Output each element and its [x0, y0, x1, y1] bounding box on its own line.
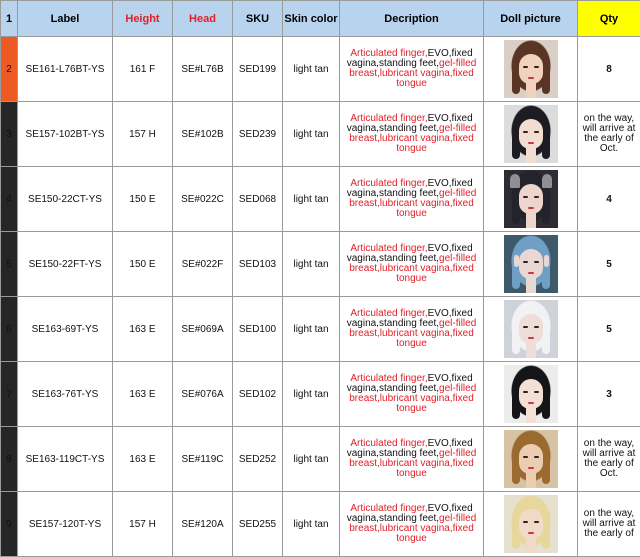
- description-part-3: gel-filled breast,lubricant vagina,fixed tongue: [349, 188, 476, 219]
- table-row: [1, 37, 640, 102]
- description-part-2: EVO,fixed vagina,standing feet,: [347, 243, 473, 264]
- description-part-1: Articulated finger,: [350, 113, 427, 124]
- head-cell[interactable]: SE#069A: [173, 297, 233, 362]
- head-cell[interactable]: SE#076A: [173, 362, 233, 427]
- qty-cell[interactable]: 3: [578, 362, 640, 427]
- description-part-3: gel-filled breast,lubricant vagina,fixed tongue: [349, 253, 476, 284]
- description-cell[interactable]: [340, 102, 484, 167]
- height-cell[interactable]: 157 H: [113, 492, 173, 557]
- table-row: [1, 427, 640, 492]
- label-column-header[interactable]: Label: [18, 1, 113, 37]
- label-cell[interactable]: SE150-22CT-YS: [18, 167, 113, 232]
- label-cell[interactable]: SE157-120T-YS: [18, 492, 113, 557]
- height-cell[interactable]: 150 E: [113, 232, 173, 297]
- label-cell[interactable]: SE161-L76BT-YS: [18, 37, 113, 102]
- description-part-2: EVO,fixed vagina,standing feet,: [347, 178, 473, 199]
- description-part-1: Articulated finger,: [350, 243, 427, 254]
- doll-portrait-blue-hair-elf: [504, 235, 558, 293]
- qty-cell[interactable]: 8: [578, 37, 640, 102]
- row-number[interactable]: 9: [1, 492, 18, 557]
- description-part-2: EVO,fixed vagina,standing feet,: [347, 373, 473, 394]
- row-number[interactable]: 2: [1, 37, 18, 102]
- doll-portrait-white-long-hair: [504, 300, 558, 358]
- row-number[interactable]: 8: [1, 427, 18, 492]
- qty-cell[interactable]: 5: [578, 297, 640, 362]
- description-cell[interactable]: [340, 297, 484, 362]
- skin-color-column-header[interactable]: Skin color: [283, 1, 340, 37]
- doll-picture-cell[interactable]: [484, 362, 578, 427]
- description-part-3: gel-filled breast,lubricant vagina,fixed tongue: [349, 383, 476, 414]
- qty-cell[interactable]: on the way, will arrive at the early of Oct.: [578, 427, 640, 492]
- doll-portrait-black-bob-hair: [504, 105, 558, 163]
- label-cell[interactable]: SE150-22FT-YS: [18, 232, 113, 297]
- height-cell[interactable]: 150 E: [113, 167, 173, 232]
- doll-picture-cell[interactable]: [484, 492, 578, 557]
- table-row: [1, 167, 640, 232]
- table-row: [1, 362, 640, 427]
- row-number[interactable]: 7: [1, 362, 18, 427]
- skin-color-cell[interactable]: light tan: [283, 362, 340, 427]
- row-number[interactable]: 5: [1, 232, 18, 297]
- skin-color-cell[interactable]: light tan: [283, 37, 340, 102]
- sku-cell[interactable]: SED252: [233, 427, 283, 492]
- description-part-2: EVO,fixed vagina,standing feet,: [347, 438, 473, 459]
- description-cell[interactable]: [340, 232, 484, 297]
- table-row: [1, 297, 640, 362]
- description-part-2: EVO,fixed vagina,standing feet,: [347, 503, 473, 524]
- sku-cell[interactable]: SED255: [233, 492, 283, 557]
- row-number[interactable]: 3: [1, 102, 18, 167]
- table-row: [1, 492, 640, 557]
- description-cell[interactable]: [340, 167, 484, 232]
- description-part-2: EVO,fixed vagina,standing feet,: [347, 113, 473, 134]
- description-part-2: EVO,fixed vagina,standing feet,: [347, 48, 473, 69]
- height-cell[interactable]: 163 E: [113, 297, 173, 362]
- skin-color-cell[interactable]: light tan: [283, 232, 340, 297]
- doll-picture-cell[interactable]: [484, 167, 578, 232]
- head-cell[interactable]: SE#119C: [173, 427, 233, 492]
- sku-cell[interactable]: SED199: [233, 37, 283, 102]
- qty-cell[interactable]: on the way, will arrive at the early of: [578, 492, 640, 557]
- sku-column-header[interactable]: SKU: [233, 1, 283, 37]
- sku-cell[interactable]: SED239: [233, 102, 283, 167]
- height-column-header[interactable]: Height: [113, 1, 173, 37]
- skin-color-cell[interactable]: light tan: [283, 102, 340, 167]
- description-part-1: Articulated finger,: [350, 48, 427, 59]
- doll-picture-cell[interactable]: [484, 102, 578, 167]
- description-part-3: gel-filled breast,lubricant vagina,fixed tongue: [349, 318, 476, 349]
- height-cell[interactable]: 157 H: [113, 102, 173, 167]
- row-number[interactable]: 4: [1, 167, 18, 232]
- table-row: [1, 232, 640, 297]
- height-cell[interactable]: 163 E: [113, 427, 173, 492]
- label-cell[interactable]: SE163-76T-YS: [18, 362, 113, 427]
- head-cell[interactable]: SE#022C: [173, 167, 233, 232]
- description-part-3: gel-filled breast,lubricant vagina,fixed tongue: [349, 448, 476, 479]
- skin-color-cell[interactable]: light tan: [283, 427, 340, 492]
- description-part-3: gel-filled breast,lubricant vagina,fixed tongue: [349, 513, 476, 544]
- header-row: [1, 1, 640, 37]
- skin-color-cell[interactable]: light tan: [283, 297, 340, 362]
- label-cell[interactable]: SE163-119CT-YS: [18, 427, 113, 492]
- sku-cell[interactable]: SED102: [233, 362, 283, 427]
- doll-picture-cell[interactable]: [484, 232, 578, 297]
- qty-cell[interactable]: 4: [578, 167, 640, 232]
- description-cell[interactable]: [340, 362, 484, 427]
- head-cell[interactable]: SE#102B: [173, 102, 233, 167]
- label-cell[interactable]: SE163-69T-YS: [18, 297, 113, 362]
- height-cell[interactable]: 161 F: [113, 37, 173, 102]
- sku-cell[interactable]: SED103: [233, 232, 283, 297]
- description-cell[interactable]: [340, 492, 484, 557]
- qty-column-header[interactable]: Qty: [578, 1, 640, 37]
- label-cell[interactable]: SE157-102BT-YS: [18, 102, 113, 167]
- description-part-2: EVO,fixed vagina,standing feet,: [347, 308, 473, 329]
- row-number-header[interactable]: 1: [1, 1, 18, 37]
- doll-portrait-horned-dark-hair: [504, 170, 558, 228]
- head-cell[interactable]: SE#L76B: [173, 37, 233, 102]
- row-number[interactable]: 6: [1, 297, 18, 362]
- doll-picture-cell[interactable]: [484, 427, 578, 492]
- head-cell[interactable]: SE#022F: [173, 232, 233, 297]
- description-part-1: Articulated finger,: [350, 438, 427, 449]
- height-cell[interactable]: 163 E: [113, 362, 173, 427]
- doll-picture-cell[interactable]: [484, 297, 578, 362]
- description-column-header[interactable]: Decription: [340, 1, 484, 37]
- doll-picture-cell[interactable]: [484, 37, 578, 102]
- table-body: [1, 37, 640, 557]
- skin-color-cell[interactable]: light tan: [283, 492, 340, 557]
- description-part-1: Articulated finger,: [350, 308, 427, 319]
- doll-portrait-brown-wavy-hair: [504, 40, 558, 98]
- description-part-1: Articulated finger,: [350, 503, 427, 514]
- description-part-1: Articulated finger,: [350, 373, 427, 384]
- description-part-1: Articulated finger,: [350, 178, 427, 189]
- skin-color-cell[interactable]: light tan: [283, 167, 340, 232]
- doll-portrait-black-bob-uniform: [504, 365, 558, 423]
- description-cell[interactable]: [340, 37, 484, 102]
- doll-picture-column-header[interactable]: Doll picture: [484, 1, 578, 37]
- qty-cell[interactable]: 5: [578, 232, 640, 297]
- doll-portrait-light-blonde-hair: [504, 495, 558, 553]
- description-cell[interactable]: [340, 427, 484, 492]
- sku-cell[interactable]: SED100: [233, 297, 283, 362]
- doll-portrait-blonde-wavy-hair: [504, 430, 558, 488]
- head-column-header[interactable]: Head: [173, 1, 233, 37]
- sku-cell[interactable]: SED068: [233, 167, 283, 232]
- description-part-3: gel-filled breast,lubricant vagina,fixed tongue: [349, 58, 476, 89]
- qty-cell[interactable]: on the way, will arrive at the early of Oct.: [578, 102, 640, 167]
- description-part-3: gel-filled breast,lubricant vagina,fixed tongue: [349, 123, 476, 154]
- head-cell[interactable]: SE#120A: [173, 492, 233, 557]
- table-row: [1, 102, 640, 167]
